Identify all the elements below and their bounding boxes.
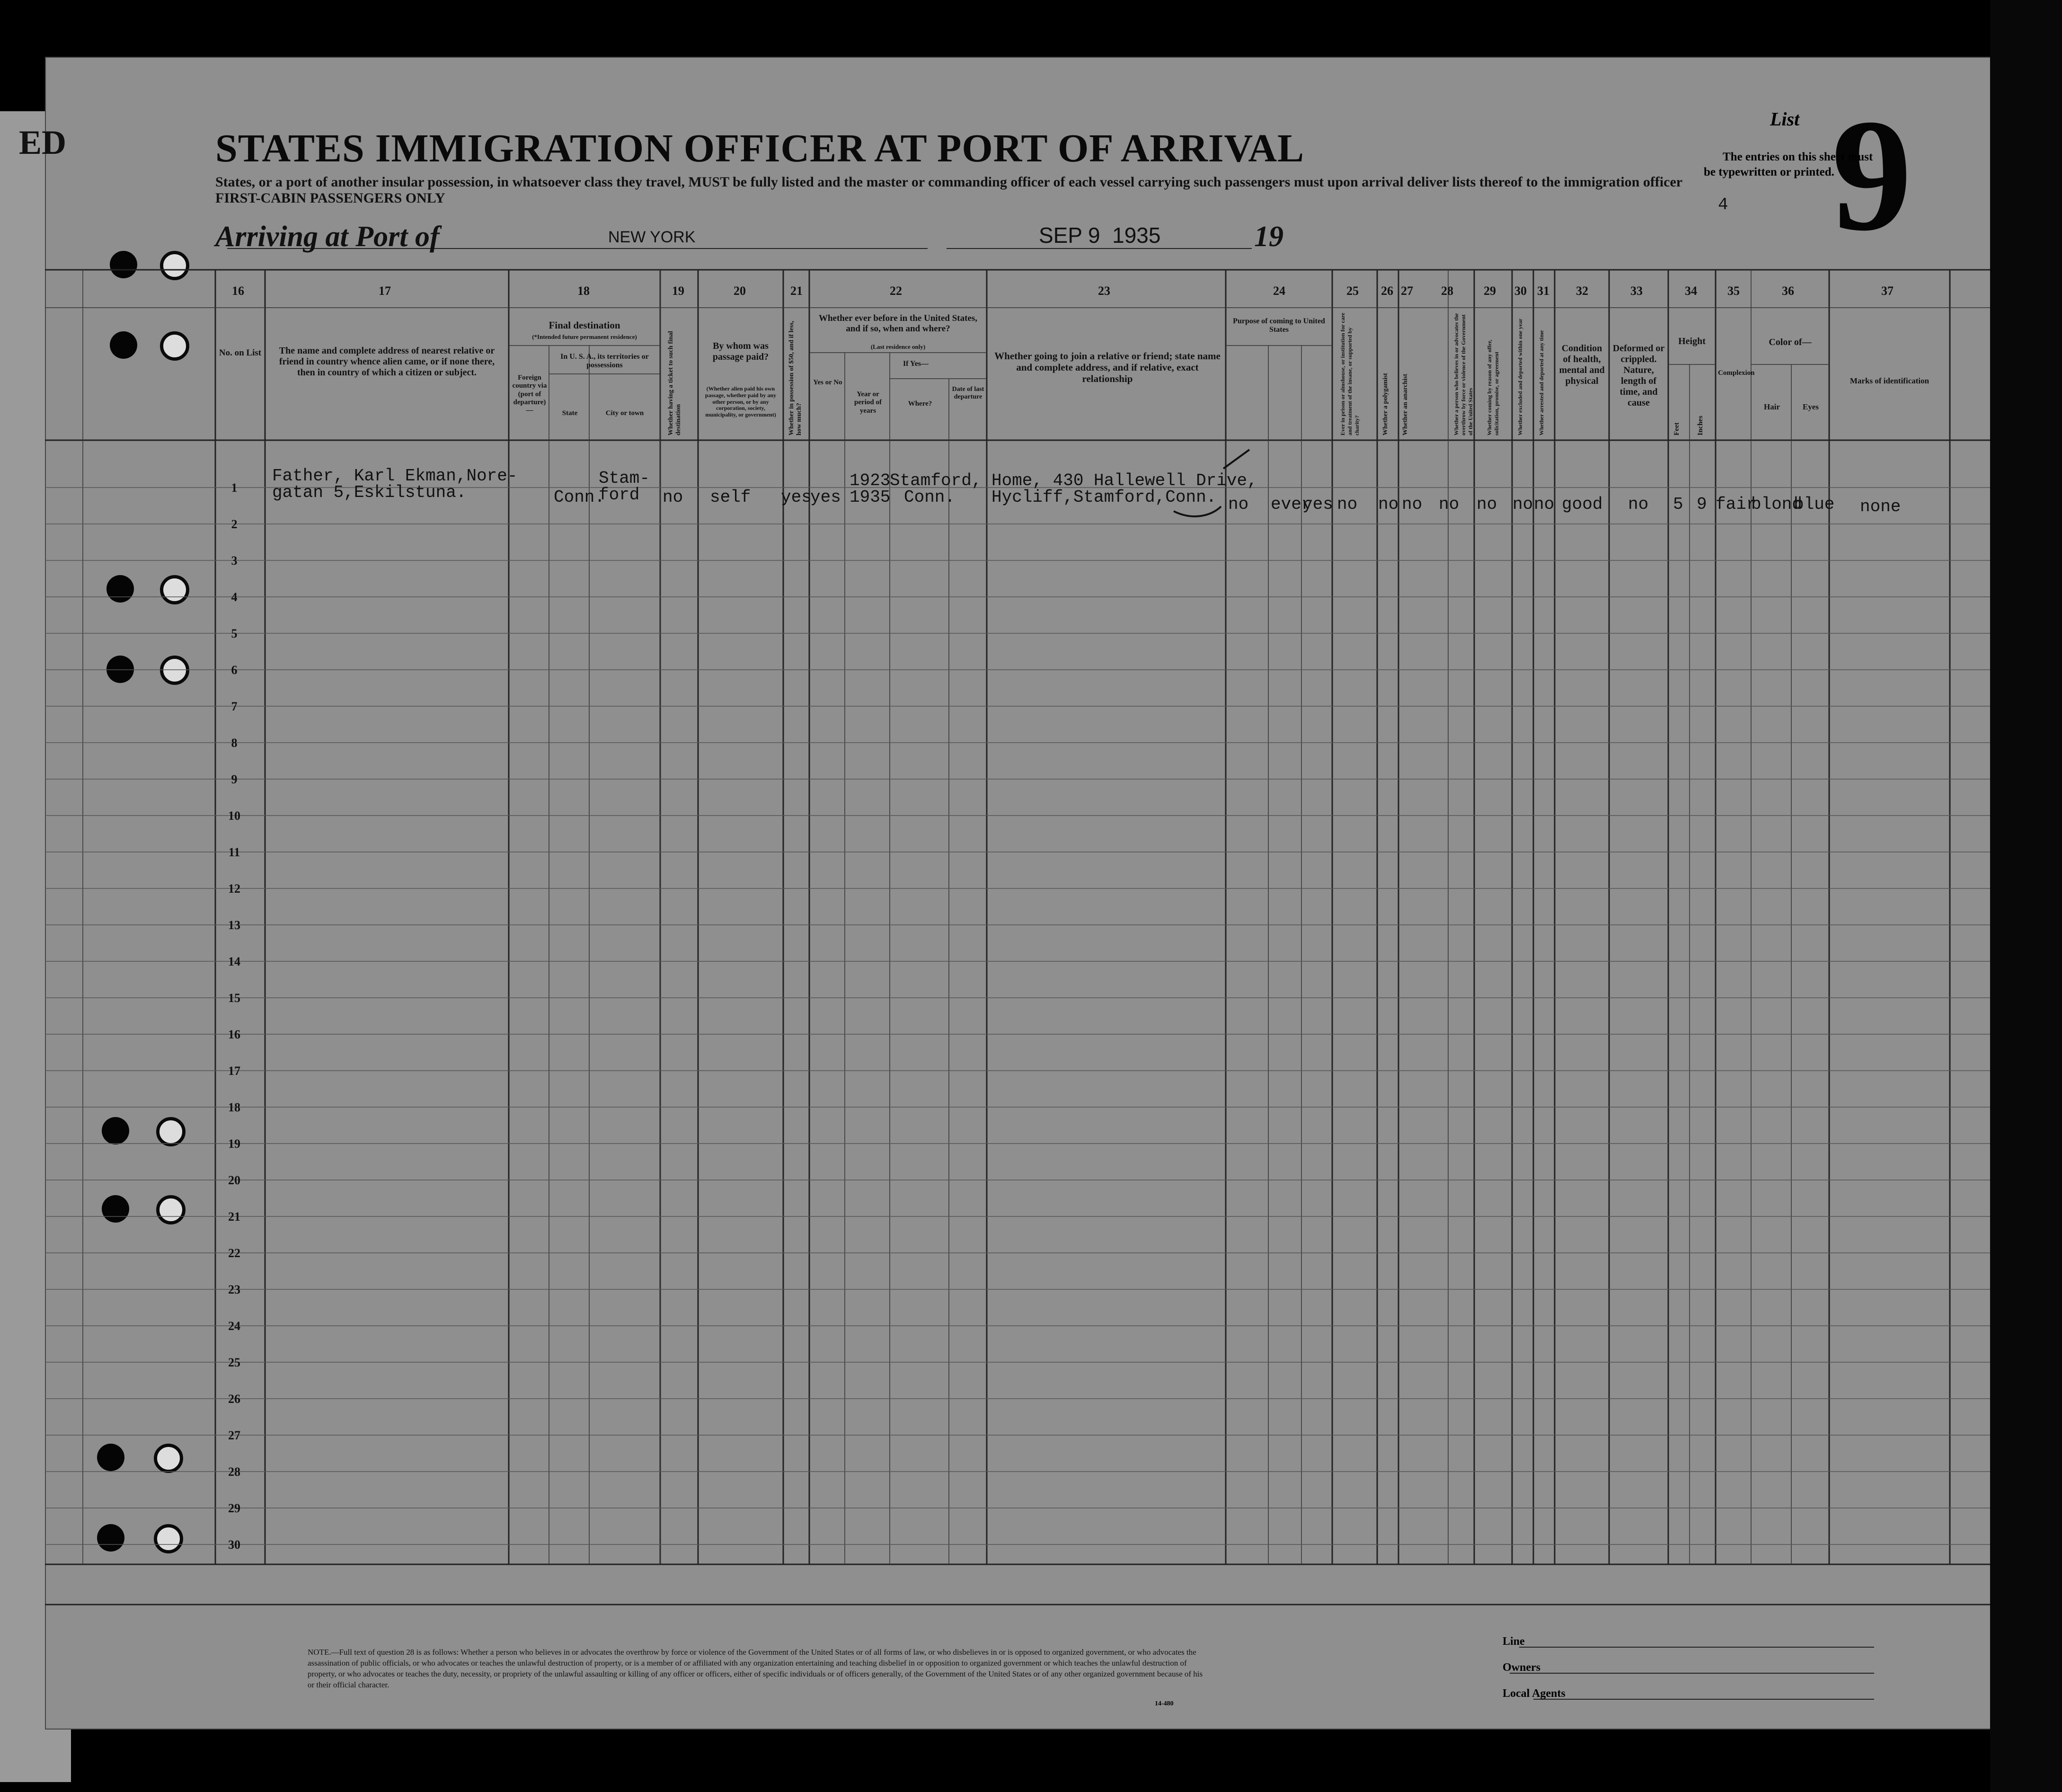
header-polygamist: Whether a polygamist — [1382, 373, 1389, 435]
row-number: 12 — [228, 882, 240, 896]
row-number: 10 — [228, 809, 240, 823]
header-if-yes: If Yes— — [903, 360, 929, 368]
header-last-departure: Date of last departure — [952, 386, 984, 401]
header-where: Where? — [908, 400, 932, 408]
arriving-label: Arriving at Port of — [215, 221, 440, 253]
arrival-date: SEP 9 1935 — [1039, 223, 1161, 248]
row-number: 22 — [228, 1246, 240, 1260]
excluded-value: no — [1513, 495, 1533, 514]
row-number: 6 — [231, 663, 238, 677]
entries-note-1: The entries on this sheet must — [1723, 151, 1873, 163]
col-number: 19 — [672, 284, 684, 298]
where-value: Stamford, — [890, 471, 982, 490]
row-number: 26 — [228, 1392, 240, 1406]
header-final-destination-sub: (*Intended future permanent residence) — [532, 333, 637, 340]
page-title: STATES IMMIGRATION OFFICER AT PORT OF ARRIVAL — [215, 126, 1305, 170]
row-number: 27 — [228, 1428, 240, 1442]
header-excluded: Whether excluded and deported within one year — [1517, 318, 1523, 435]
col-number: 22 — [890, 284, 902, 298]
row-number: 13 — [228, 918, 240, 932]
header-marks: Marks of identification — [1850, 376, 1929, 385]
row-number: 17 — [228, 1064, 240, 1078]
header-color: Color of— — [1769, 337, 1812, 347]
col-number: 26 — [1381, 284, 1393, 298]
overthrow-value: no — [1439, 495, 1460, 514]
row-number: 21 — [228, 1210, 240, 1224]
question-28-note: NOTE.—Full text of question 28 is as follows: Whether a person who believes in or advocates the overthrow by force or violence of the Government of the United States or of all forms of law, or who disbelieves in or is opposed to organized government, or who advocates the assassination of public officials, or who advocates or teaches the unlawful destruction of property, or is a member of or affiliated with any organization entertaining and teaching disbelief in or opposition to organized government or which teaches the unlawful destruction of property, or who advocates or teaches the duty, necessity, or propriety of the unlawful assaulting or killing of any officer or officers, either of specific individuals or of officers generally, of the Government of the United States or of any other organized government because of his or their official character. — [308, 1648, 1203, 1689]
row-number: 11 — [228, 845, 240, 859]
col-number: 17 — [379, 284, 391, 298]
header-final-destination: Final destination — [549, 319, 620, 331]
row-number: 18 — [228, 1100, 240, 1114]
col-number: 36 — [1782, 284, 1794, 298]
years-value: 1923 — [850, 471, 891, 490]
join-relative-value: Hycliff,Stamford,Conn. — [991, 488, 1217, 507]
row-number: 15 — [228, 991, 240, 1005]
col-number: 35 — [1727, 284, 1740, 298]
hair-value: blond — [1751, 495, 1803, 514]
eyes-value: blue — [1794, 495, 1835, 514]
header-inches: Inches — [1697, 416, 1704, 435]
col-number: 28 — [1441, 284, 1453, 298]
purpose-value: no — [1228, 495, 1249, 514]
header-yes-or-no: Yes or No — [813, 379, 842, 386]
purpose-value: ever — [1271, 495, 1312, 514]
where-value: Conn. — [904, 488, 956, 507]
row-number: 2 — [231, 517, 238, 531]
row-number: 4 — [231, 590, 238, 604]
previous-page-text: ED — [19, 124, 67, 161]
col-number: 23 — [1098, 284, 1110, 298]
col-number: 30 — [1514, 284, 1527, 298]
header-hair: Hair — [1764, 402, 1780, 411]
col-number: 31 — [1537, 284, 1549, 298]
line-label: Line — [1503, 1635, 1525, 1648]
purpose-value: yes — [1302, 495, 1333, 514]
col-number: 18 — [577, 284, 590, 298]
ticket-value: no — [663, 488, 683, 507]
local-agents-label: Local Agents — [1503, 1687, 1566, 1700]
health-value: good — [1562, 495, 1603, 514]
arrested-value: no — [1534, 495, 1555, 514]
header-state: State — [562, 409, 578, 417]
header-ticket: Whether having a ticket to such final destination — [667, 331, 682, 435]
header-purpose: Purpose of coming to United States — [1233, 317, 1325, 334]
header-in-usa: In U. S. A., its territories or possessions — [560, 353, 649, 370]
polygamist-value: no — [1378, 495, 1399, 514]
col-number: 32 — [1576, 284, 1588, 298]
header-anarchist: Whether an anarchist — [1402, 373, 1409, 435]
header-height: Height — [1678, 336, 1706, 346]
complexion-value: fair — [1716, 495, 1757, 514]
passage-paid-value: self — [710, 488, 751, 507]
col-number: 27 — [1401, 284, 1413, 298]
header-foreign-country: Foreign country via (port of departure)— — [512, 374, 547, 414]
year-prefix: 19 — [1254, 221, 1283, 253]
header-offer: Whether coming by reason of any offer, solicitation, promise, or agreement — [1486, 339, 1500, 435]
header-overthrow: Whether a person who believes in or advocates the overthrow by force or violence of the Government of the United States — [1453, 313, 1474, 435]
col-number: 34 — [1685, 284, 1697, 298]
relative-address: gatan 5,Eskilstuna. — [272, 483, 467, 502]
col-number: 16 — [232, 284, 244, 298]
col-number: 24 — [1273, 284, 1285, 298]
header-eyes: Eyes — [1803, 402, 1819, 411]
port-of-arrival: NEW YORK — [608, 228, 696, 246]
row-number: 3 — [231, 554, 238, 568]
header-complexion: Complexion — [1718, 369, 1755, 377]
relative-address: Father, Karl Ekman,Nore- — [272, 466, 518, 486]
header-feet: Feet — [1673, 422, 1681, 435]
col-number: 29 — [1484, 284, 1496, 298]
years-value: 1935 — [850, 488, 891, 507]
subtitle-instructions: States, or a port of another insular possession, in whatsoever class they travel, MUST be fully listed and the master or commanding officer of each vessel carrying such passengers must upon arrival deliver lists thereof to the immigration officer — [215, 174, 1683, 190]
sheet-count: 4 — [1718, 195, 1728, 214]
list-number: 9 — [1832, 86, 1912, 264]
header-passage-paid: By whom was passage paid? — [712, 341, 769, 362]
row-number: 29 — [228, 1501, 240, 1515]
row-number: 1 — [231, 481, 238, 495]
header-join-relative: Whether going to join a relative or friend; state name and complete address, and if relative, exact relationship — [994, 350, 1221, 385]
header-arrested: Whether arrested and deported at any time — [1538, 330, 1545, 435]
subtitle-class: FIRST-CABIN PASSENGERS ONLY — [215, 190, 445, 206]
prison-value: no — [1337, 495, 1358, 514]
header-ever-before-sub: (Last residence only) — [870, 343, 926, 350]
col-number: 33 — [1630, 284, 1643, 298]
header-passage-paid-sub: (Whether alien paid his own passage, whether paid by any other person, or by any corporation, society, municipality, or government) — [705, 385, 777, 418]
owners-label: Owners — [1503, 1661, 1540, 1674]
col-number: 37 — [1881, 284, 1894, 298]
height-feet-value: 5 — [1673, 495, 1683, 514]
header-city: City or town — [605, 409, 644, 417]
header-ever-before: Whether ever before in the United States, and if so, when and where? — [818, 313, 978, 334]
height-inches-value: 9 — [1697, 495, 1707, 514]
row-number: 14 — [228, 955, 240, 968]
entries-note-2: be typewritten or printed. — [1704, 166, 1834, 178]
col-number: 21 — [790, 284, 803, 298]
row-number: 28 — [228, 1465, 240, 1479]
destination-state: Conn. — [554, 488, 605, 507]
money-value: yes — [781, 488, 812, 507]
row-number: 8 — [231, 736, 238, 750]
form-number: 14-480 — [1155, 1700, 1174, 1707]
header-deformed: Deformed or crippled. Nature, length of time, and cause — [1612, 343, 1665, 408]
ever-before-value: yes — [810, 488, 841, 507]
offer-value: no — [1477, 495, 1497, 514]
marks-value: none — [1860, 497, 1901, 516]
header-prison: Ever in prison or almshouse, or institution for care and treatment of the insane, or supported by charity? — [1339, 312, 1360, 435]
header-no-on-list: No. on List — [219, 348, 262, 358]
header-health: Condition of health, mental and physical — [1559, 343, 1605, 386]
header-year-period: Year or period of years — [854, 390, 882, 415]
row-number: 16 — [228, 1028, 240, 1041]
list-label: List — [1770, 108, 1800, 130]
col-number: 25 — [1346, 284, 1359, 298]
destination-city: ford — [599, 485, 640, 505]
row-number: 25 — [228, 1356, 240, 1369]
destination-city: Stam- — [599, 469, 650, 488]
header-fifty-dollars: Whether in possession of $50, and if less, how much? — [788, 320, 803, 435]
row-number: 7 — [231, 700, 238, 713]
deformed-value: no — [1628, 495, 1649, 514]
row-number: 30 — [228, 1538, 240, 1552]
header-nearest-relative: The name and complete address of nearest relative or friend in country whence alien came, or if none there, then in country of which a citizen or subject. — [279, 346, 495, 378]
join-relative-value: Home, 430 Hallewell Drive, — [991, 471, 1257, 490]
row-number: 9 — [231, 772, 238, 786]
row-number: 24 — [228, 1319, 240, 1333]
row-number: 23 — [228, 1283, 240, 1296]
anarchist-value: no — [1402, 495, 1423, 514]
col-number: 20 — [734, 284, 746, 298]
row-number: 5 — [231, 627, 238, 640]
row-number: 20 — [228, 1173, 240, 1187]
row-number: 19 — [228, 1137, 240, 1151]
